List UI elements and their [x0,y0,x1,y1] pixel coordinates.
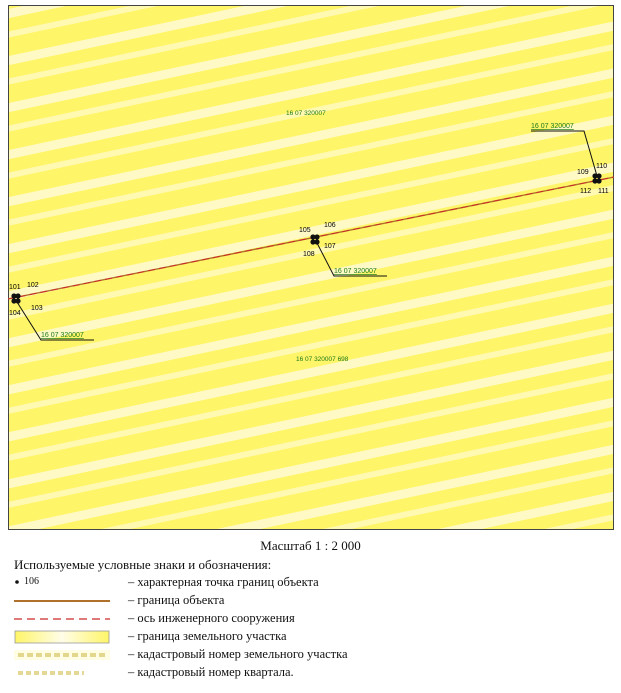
map-background [9,6,614,530]
legend-item-axis [14,610,614,628]
map-scale: Масштаб 1 : 2 000 [260,538,361,553]
legend-item-point [14,574,614,592]
point-107: 107 [324,243,336,250]
legend-item-parcel [14,628,614,646]
point-102: 102 [27,282,39,289]
parcel-box-icon [14,628,110,646]
callout-center: 16 07 320007 [334,268,377,275]
legend-axis-desc: – ось инженерного сооружения [128,611,295,625]
boundary-line-icon [14,592,110,610]
point-101: 101 [9,284,21,291]
point-109: 109 [577,169,589,176]
quarter-number-icon [14,664,110,682]
cadastral-map [8,5,614,530]
callout-right: 16 07 320007 [531,123,574,130]
quarter-label-bottom: 16 07 320007 698 [296,356,349,363]
legend-item-parcel-number [14,646,614,664]
callout-left: 16 07 320007 [41,332,84,339]
legend-point-symbol [14,574,110,592]
legend-parcel-desc: – граница земельного участка [128,629,287,643]
legend-quarter-number-desc: – кадастровый номер квартала. [128,665,294,679]
point-105: 105 [299,227,311,234]
legend-point-sample: 106 [24,576,39,587]
legend-parcel-number-desc: – кадастровый номер земельного участка [128,647,348,661]
point-108: 108 [303,251,315,258]
point-110: 110 [596,163,608,170]
parcel-number-icon [14,646,110,664]
point-111: 111 [598,188,609,195]
legend-point-desc: – характерная точка границ объекта [128,575,319,589]
point-112: 112 [580,188,592,195]
legend-boundary-desc: – граница объекта [128,593,225,607]
legend-item-boundary [14,592,614,610]
quarter-label-top: 16 07 320007 [286,110,326,117]
point-103: 103 [31,305,43,312]
point-104: 104 [9,310,21,317]
legend-title: Используемые условные знаки и обозначения: [14,557,272,572]
point-106: 106 [324,222,336,229]
axis-line-icon [14,610,110,628]
legend-item-quarter-number [14,664,614,682]
